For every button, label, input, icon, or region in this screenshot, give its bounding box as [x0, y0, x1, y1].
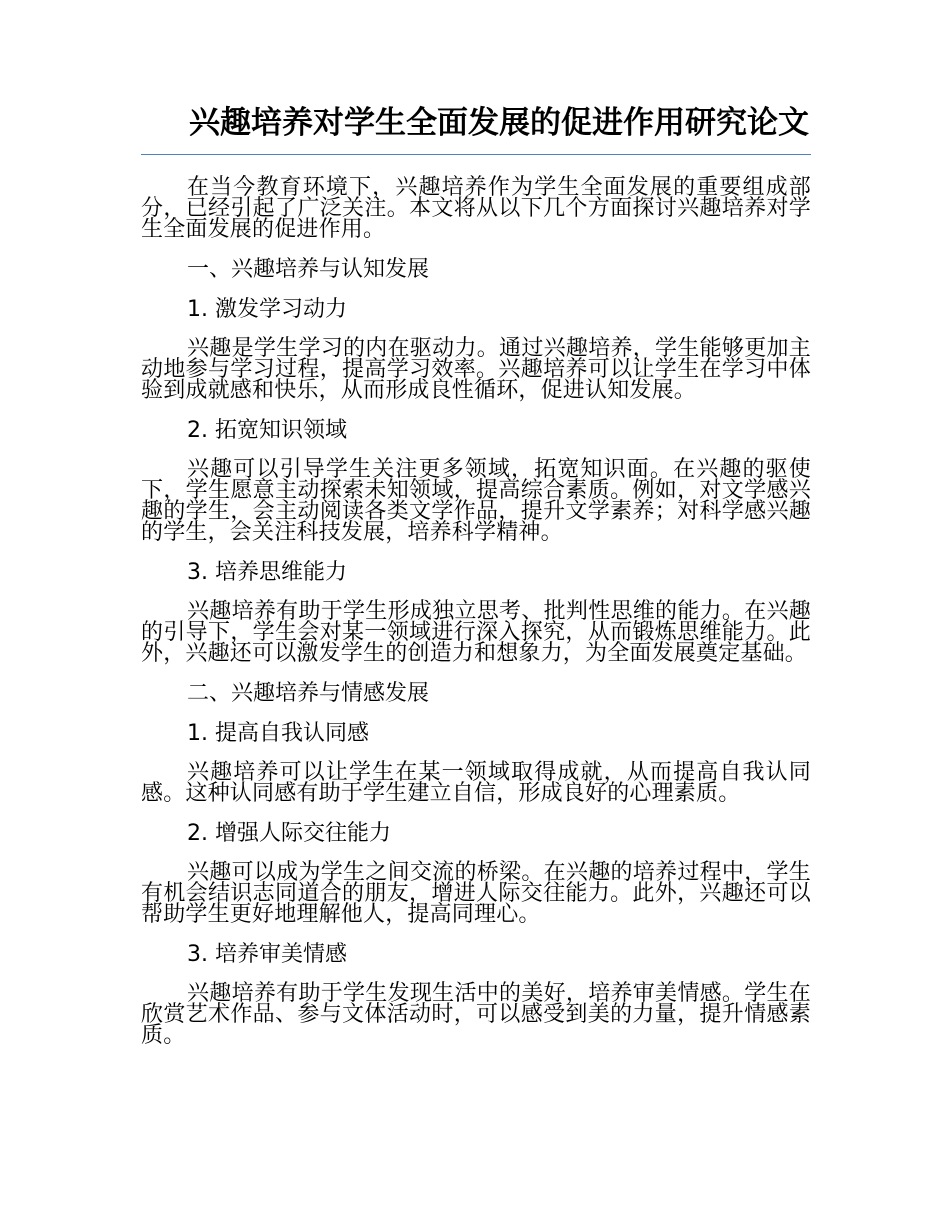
- paragraph-knowledge: 兴趣可以引导学生关注更多领域，拓宽知识面。在兴趣的驱使下，学生愿意主动探索未知领域，提高综合素质。例如，对文学感兴趣的学生，会主动阅读各类文学作品，提升文学素养；对科学感兴趣的学生，会关注科技发展，培养科学精神。: [141, 457, 811, 545]
- subheading-social: 2. 增强人际交往能力: [187, 821, 391, 846]
- subheading-identity: 1. 提高自我认同感: [187, 721, 369, 746]
- paragraph-identity: 兴趣培养可以让学生在某一领域取得成就，从而提高自我认同感。这种认同感有助于学生建立自信，形成良好的心理素质。: [141, 760, 811, 806]
- paragraph-social: 兴趣可以成为学生之间交流的桥梁。在兴趣的培养过程中，学生有机会结识志同道合的朋友，增进人际交往能力。此外，兴趣还可以帮助学生更好地理解他人，提高同理心。: [141, 860, 811, 927]
- title-divider: [141, 154, 811, 155]
- document-title: 兴趣培养对学生全面发展的促进作用研究论文: [189, 105, 809, 141]
- paragraph-aesthetic: 兴趣培养有助于学生发现生活中的美好，培养审美情感。学生在欣赏艺术作品、参与文体活动时，可以感受到美的力量，提升情感素质。: [141, 981, 811, 1048]
- document-body: [141, 177, 811, 1046]
- section-heading-cognitive: 一、兴趣培养与认知发展: [187, 257, 430, 282]
- document-page: [141, 100, 811, 1064]
- paragraph-thinking: 兴趣培养有助于学生形成独立思考、批判性思维的能力。在兴趣的引导下，学生会对某一领域进行深入探究，从而锻炼思维能力。此外，兴趣还可以激发学生的创造力和想象力，为全面发展奠定基础。: [141, 599, 811, 666]
- section-heading-emotional: 二、兴趣培养与情感发展: [187, 681, 430, 706]
- subheading-aesthetic: 3. 培养审美情感: [187, 942, 347, 967]
- subheading-knowledge: 2. 拓宽知识领域: [187, 418, 347, 443]
- paragraph-motivation: 兴趣是学生学习的内在驱动力。通过兴趣培养，学生能够更加主动地参与学习过程，提高学习效率。兴趣培养可以让学生在学习中体验到成就感和快乐，从而形成良性循环，促进认知发展。: [141, 336, 811, 403]
- subheading-thinking: 3. 培养思维能力: [187, 560, 347, 585]
- subheading-motivation: 1. 激发学习动力: [187, 297, 347, 322]
- paragraph-intro: 在当今教育环境下，兴趣培养作为学生全面发展的重要组成部分，已经引起了广泛关注。本文将从以下几个方面探讨兴趣培养对学生全面发展的促进作用。: [141, 175, 811, 242]
